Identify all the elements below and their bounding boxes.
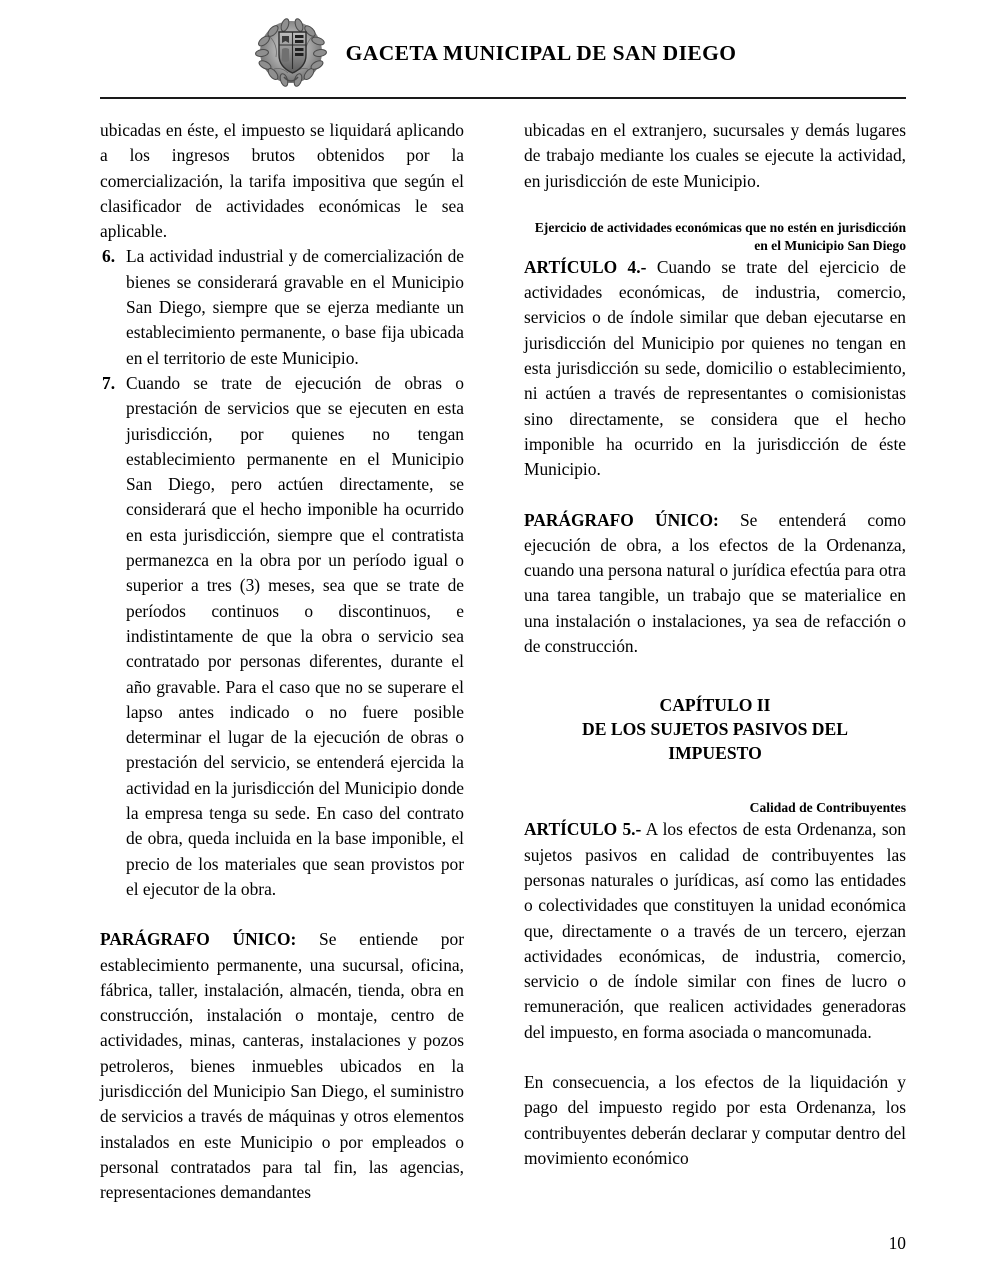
page-number: 10	[888, 1233, 906, 1253]
list-item-number: 6.	[102, 246, 116, 267]
coat-of-arms-icon	[254, 17, 328, 91]
left-column	[100, 118, 464, 1205]
articulo-4-text: Cuando se trate del ejercicio de actividades económicas, de industria, comercio, servicios o de índole similar que deban ejecutarse en jurisdicción del Municipio por quienes no tengan en esta jurisdicción su sede, domicilio o establecimiento, ni actúen a través de representantes o comisionistas sino directamente, se considera que el hecho imponible ha ocurrido en la jurisdicción de éste Municipio.	[524, 256, 906, 480]
chapter-heading-line-3: IMPUESTO	[668, 743, 762, 764]
articulo-5-text: A los efectos de esta Ordenanza, son sujetos pasivos en calidad de contribuyentes las personas naturales o jurídicas, así como las entidades o colectividades que constituyen la unidad económica que, directamente o a través de un tercero, ejerzan actividades económicas, de industria, comercio, servicio o de índole similar con fines de lucro o remuneración, que realicen actividades generadoras del impuesto, en forma asociada o mancomunada.	[524, 819, 906, 1042]
list-item-number: 7.	[102, 372, 116, 393]
epigraph-spacer	[524, 765, 906, 799]
list-item	[100, 371, 464, 902]
masthead	[0, 18, 990, 90]
chapter-spacer	[524, 659, 906, 693]
page-title: GACETA MUNICIPAL DE SAN DIEGO	[345, 41, 737, 66]
continued-paragraph: ubicadas en el extranjero, sucursales y demás lugares de trabajo mediante los cuales se ejecute la actividad, en jurisdicción de este Municipio.	[524, 120, 906, 191]
articulo-5-lead: ARTÍCULO 5.-	[524, 819, 642, 840]
right-column	[524, 118, 906, 1171]
numbered-list	[100, 244, 464, 902]
paragrafo-unico-right	[524, 508, 906, 660]
chapter-heading	[524, 693, 906, 765]
paragraph-spacer	[524, 194, 906, 219]
closing-paragraph: En consecuencia, a los efectos de la liquidación y pago del impuesto regido por esta Ordenanza, los contribuyentes deberán declarar y computar dentro del movimiento económico	[524, 1072, 906, 1168]
header-divider	[100, 97, 906, 99]
paragrafo-unico-text: Se entiende por establecimiento permanente, una sucursal, oficina, fábrica, taller, instalación, almacén, tienda, obra en construcción, instalación o montaje, centro de actividades, minas, canteras, instalaciones y pozos petroleros, bienes inmuebles ubicados en la jurisdicción del Municipio San Diego, el suministro de servicios a través de máquinas y otros elementos instalados en este Municipio o por empleados o personal contratados para tal fin, las agencias, representaciones demandantes	[100, 929, 464, 1203]
chapter-heading-line-2: DE LOS SUJETOS PASIVOS DEL	[582, 719, 848, 740]
epigraph-articulo-5: Calidad de Contribuyentes	[749, 800, 906, 816]
list-item	[100, 244, 464, 370]
list-item-text: Cuando se trate de ejecución de obras o prestación de servicios que se ejecuten en esta jurisdicción, por quienes no tengan establecimiento permanente en el Municipio San Diego, pero actúen directamente, se considerará que el hecho imponible ha ocurrido en esta jurisdicción, siempre que el contratista permanezca en la obra por un período igual o superior a tres (3) meses, sea que se trate de períodos continuos o discontinuos, e indistintamente de que la obra o servicio sea contratado por personas diferentes, durante el año gravable. Para el caso que no se superare el lapso antes indicado o no fuere posible determinar el lugar de la ejecución de obras o prestación del servicio, se entenderá ejercida la actividad en la jurisdicción del Municipio donde la empresa tenga su sede. En caso del contrato de obra, queda incluida en la base imponible, el precio de los materiales que sean provistos por el ejecutor de la obra.	[126, 372, 464, 899]
continued-paragraph: ubicadas en éste, el impuesto se liquidará aplicando a los ingresos brutos obtenidos por la comercialización, la tarifa impositiva que según el clasificador de actividades económicas le sea aplicable.	[100, 120, 464, 242]
paragraph-spacer	[100, 902, 464, 927]
articulo-4-lead: ARTÍCULO 4.-	[524, 256, 647, 277]
epigraph-articulo-4: Ejercicio de actividades económicas que no estén en jurisdicción en el Municipio San Diego	[534, 219, 906, 253]
paragraph-spacer	[524, 1045, 906, 1070]
articulo-4	[524, 255, 906, 483]
paragrafo-unico-text: Se entenderá como ejecución de obra, a los efectos de la Ordenanza, cuando una persona natural o jurídica efectúa para otra una tarea tangible, un trabajo que se materialice en una instalación o instalaciones, ya sea de refacción o de construcción.	[524, 509, 907, 657]
paragrafo-unico-lead: PARÁGRAFO ÚNICO:	[100, 929, 297, 950]
paragrafo-unico-left	[100, 927, 464, 1205]
chapter-heading-line-1: CAPÍTULO II	[659, 695, 771, 716]
paragraph-spacer	[524, 483, 906, 508]
list-item-text: La actividad industrial y de comercialización de bienes se considerará gravable en el Municipio San Diego, siempre que se ejerza mediante un establecimiento permanente, o base fija ubicada en el territorio de este Municipio.	[126, 246, 464, 368]
articulo-5	[524, 817, 906, 1045]
paragrafo-unico-lead: PARÁGRAFO ÚNICO:	[524, 509, 719, 530]
